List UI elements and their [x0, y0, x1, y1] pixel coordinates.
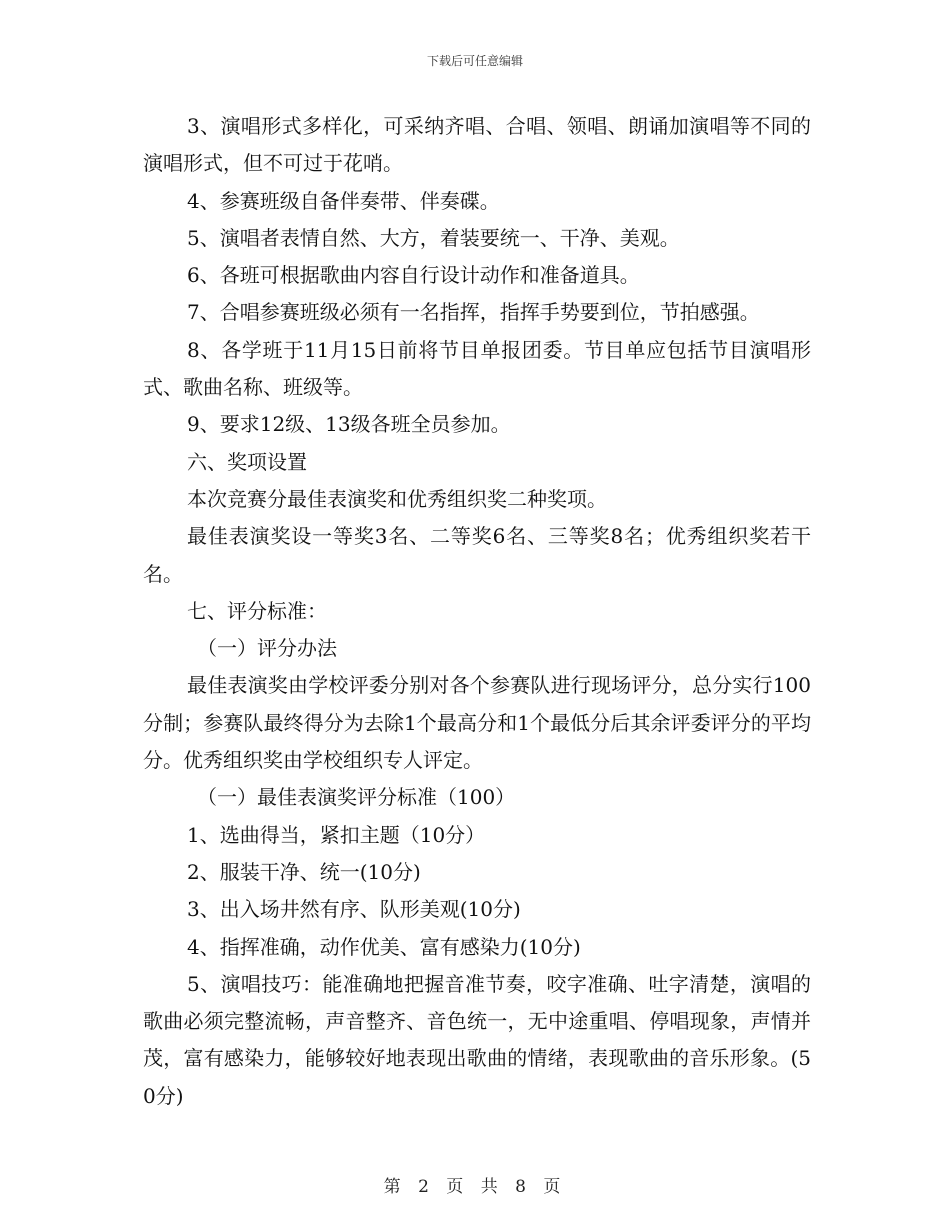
section-heading-awards: 六、奖项设置	[187, 449, 307, 474]
subheading-scoring-method: （一）评分办法	[197, 636, 337, 661]
paragraph-item-6: 6、各班可根据歌曲内容自行设计动作和准备道具。	[187, 263, 640, 288]
criteria-item-3: 3、出入场井然有序、队形美观(10分)	[187, 897, 521, 922]
paragraph-item-8: 8、各学班于11月15日前将节目单报团委。节目单应包括节目演唱形式、歌曲名称、班级等。	[143, 337, 811, 400]
criteria-item-1: 1、选曲得当，紧扣主题（10分）	[187, 822, 486, 847]
paragraph-awards-intro: 本次竞赛分最佳表演奖和优秀组织奖二种奖项。	[187, 486, 607, 511]
paragraph-item-5: 5、演唱者表情自然、大方，着装要统一、干净、美观。	[187, 225, 680, 250]
paragraph-item-7: 7、合唱参赛班级必须有一名指挥，指挥手势要到位，节拍感强。	[187, 300, 760, 325]
criteria-item-5: 5、演唱技巧：能准确地把握音准节奏，咬字准确、吐字清楚，演唱的歌曲必须完整流畅，声音整齐、音色统一，无中途重唱、停唱现象，声情并茂，富有感染力，能够较好地表现出歌曲的情绪，表现歌曲的音乐形象。(50分)	[143, 971, 811, 1108]
paragraph-item-9: 9、要求12级、13级各班全员参加。	[187, 412, 511, 437]
paragraph-item-3: 3、演唱形式多样化，可采纳齐唱、合唱、领唱、朗诵加演唱等不同的演唱形式，但不可过于花哨。	[143, 114, 811, 176]
page-header: 下载后可任意编辑	[426, 54, 523, 68]
paragraph-item-4: 4、参赛班级自备伴奏带、伴奏碟。	[187, 188, 500, 213]
paragraph-awards-detail: 最佳表演奖设一等奖3名、二等奖6名、三等奖8名；优秀组织奖若干名。	[143, 524, 811, 586]
page-footer: 第 2 页 共 8 页	[383, 1177, 567, 1197]
subheading-scoring-criteria: （一）最佳表演奖评分标准（100）	[197, 785, 516, 810]
document-body	[143, 108, 811, 1115]
criteria-item-4: 4、指挥准确，动作优美、富有感染力(10分)	[187, 934, 581, 959]
paragraph-scoring-method: 最佳表演奖由学校评委分别对各个参赛队进行现场评分，总分实行100分制；参赛队最终得分为去除1个最高分和1个最低分后其余评委评分的平均分。优秀组织奖由学校组织专人评定。	[143, 673, 811, 773]
section-heading-scoring: 七、评分标准：	[187, 598, 327, 623]
criteria-item-2: 2、服装干净、统一(10分)	[187, 859, 421, 884]
